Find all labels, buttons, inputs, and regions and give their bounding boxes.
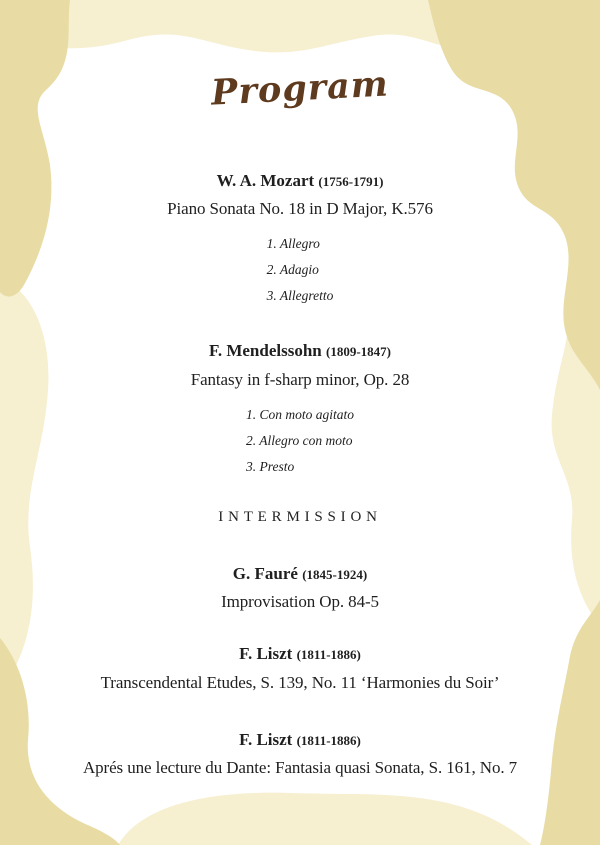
composer-name: F. Mendelssohn xyxy=(209,341,322,361)
composer-line xyxy=(0,644,600,664)
movement-item: 3. Presto xyxy=(245,458,295,474)
work-title: Aprés une lecture du Dante: Fantasia quasi Sonata, S. 161, No. 7 xyxy=(82,758,518,778)
work-title: Piano Sonata No. 18 in D Major, K.576 xyxy=(167,198,433,218)
movement-item: 1. Con moto agitato xyxy=(245,406,354,422)
composer-line xyxy=(0,341,600,361)
composer-dates: (1809-1847) xyxy=(325,344,391,360)
intermission-label: INTERMISSION xyxy=(218,508,382,525)
composer-name: F. Liszt xyxy=(239,730,293,750)
composer-dates: (1811-1886) xyxy=(296,647,361,663)
work-title: Fantasy in f-sharp minor, Op. 28 xyxy=(190,369,410,389)
blob-bottom-light xyxy=(118,793,532,845)
composer-line xyxy=(0,564,600,584)
composer-dates: (1845-1924) xyxy=(302,566,368,582)
work-title: Improvisation Op. 84-5 xyxy=(221,592,379,612)
movement-list xyxy=(0,402,600,480)
composer-line xyxy=(0,171,600,191)
composer-name: G. Fauré xyxy=(232,563,298,583)
composer-line xyxy=(0,730,600,750)
composer-dates: (1811-1886) xyxy=(296,733,361,749)
program-section-mendelssohn xyxy=(0,341,600,480)
program-section-mozart xyxy=(0,171,600,310)
movement-item: 1. Allegro xyxy=(266,236,320,252)
program-section-liszt-1 xyxy=(0,644,600,693)
movement-item: 2. Adagio xyxy=(266,262,319,278)
program-section-liszt-2 xyxy=(0,730,600,779)
movement-list xyxy=(0,231,600,309)
movement-item: 3. Allegretto xyxy=(266,288,334,304)
program-section-faure xyxy=(0,564,600,613)
page-title: Program xyxy=(210,63,390,114)
composer-name: W. A. Mozart xyxy=(216,170,315,190)
work-title: Transcendental Etudes, S. 139, No. 11 ‘Harmonies du Soir’ xyxy=(100,672,500,692)
composer-dates: (1756-1791) xyxy=(318,173,384,189)
program-content xyxy=(0,63,600,779)
composer-name: F. Liszt xyxy=(239,644,293,664)
movement-item: 2. Allegro con moto xyxy=(245,432,353,448)
